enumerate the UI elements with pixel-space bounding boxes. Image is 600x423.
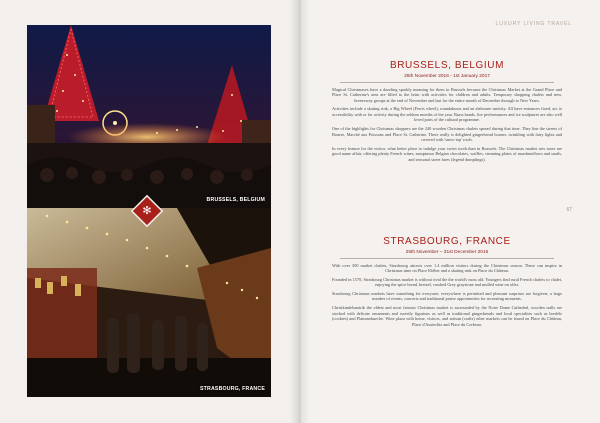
article-paragraph: Founded in 1570, Strasbourg Christmas market is without rival the the world's most old. Youngers find rural French chalets to chalet, enjoying the spice bread, bretzel, crushed Grey graystone and mulled wine on offer. bbox=[332, 276, 562, 288]
snowflake-icon: ✻ bbox=[142, 205, 152, 217]
article-paragraph: In every feature for the visitor, what better place to indulge your sweet tooth than in Brussels. The Christmas market sets more are good name affair, offering plenty French wines, sumptuous Belgian chocolates, waffles, steaming plates of marshmellows and snails, and seasonal street fares (legend dumplings). bbox=[332, 145, 562, 163]
article-strasbourg bbox=[332, 236, 562, 330]
article-dates: 25th November 2016 - 1st January 2017 bbox=[404, 74, 490, 79]
page-fold-shadow bbox=[290, 0, 310, 423]
brussels-photo bbox=[27, 25, 271, 208]
photo-caption-brussels: BRUSSELS, BELGIUM bbox=[206, 197, 265, 203]
brussels-market-illustration bbox=[27, 25, 271, 208]
article-paragraph: Magical Christmases have a dazzling sparkly meaning for them in Brussels because the Christmas Market at the Grand Place and Place St. Catherine's area are filled to the brim with activities for children and adults. Temporary shopping chalets and new, breezeway groups at the end of November and last for the entire month of December through to New Years. bbox=[332, 86, 562, 103]
article-title: STRASBOURG, FRANCE bbox=[383, 236, 511, 247]
article-brussels bbox=[332, 60, 562, 166]
article-paragraph: Strasbourg Christmas markets have something for everyone; everywhere is permitted and pleasant surprises are forgiven; a large number of events, concerts and traditional praise opportunities for recreating moments. bbox=[332, 290, 562, 302]
article-dates: 25th November – 31st December 2016 bbox=[405, 250, 489, 255]
snowflake-emblem bbox=[133, 197, 161, 225]
magazine-brand: LUXURY LIVING TRAVEL bbox=[495, 21, 572, 27]
article-paragraph: One of the highlights for Christmas shoppers are the 240 wooden Christmas chalets spread during that time. They line the streets of Bourse, Marché aux Poissons and Place St. Catherine. There really is delighted gingerbread houses, twinkling with fairy lights and covered with 'snow-top' roofs. bbox=[332, 126, 562, 143]
article-title: BRUSSELS, BELGIUM bbox=[389, 60, 505, 71]
divider bbox=[340, 258, 554, 259]
article-paragraph: With over 300 market chalets, Strasbourg attracts over 1.4 million visitors during the Christmas season. These can inspire in Christmas time on Place Kléber and a skating rink on Place du Château. bbox=[332, 262, 562, 274]
strasbourg-market-illustration bbox=[27, 208, 271, 397]
divider bbox=[340, 82, 554, 83]
page-number: 67 bbox=[566, 207, 572, 213]
article-paragraph: Activities include a skating rink, a Big Wheel (Ferris wheel), roundabouts and an elaborate nativity. All have entrances fixed, act to accessibility with or for activity during the seldom months of the year. Brass bands, fire performances and ice sculptures are also well loved parts of the cultural programme. bbox=[332, 106, 562, 123]
photo-caption-strasbourg: STRASBOURG, FRANCE bbox=[200, 386, 265, 392]
article-paragraph: Christkindelsmärik the oldest and most famous Christmas market is surrounded by the Notre Dame Cathedral, wooden stalls are stocked with delicate ornaments and sweetly figurines as well as traditional gingerbreads and local specialties such as bredele (cookies) and Flammekueche. Wine plaza with home, visitors, and artisan (crafts) other markets can be found on Place du Château, Place d'Austerlitz and Place du Corbeau. bbox=[332, 305, 562, 327]
strasbourg-photo bbox=[27, 208, 271, 397]
